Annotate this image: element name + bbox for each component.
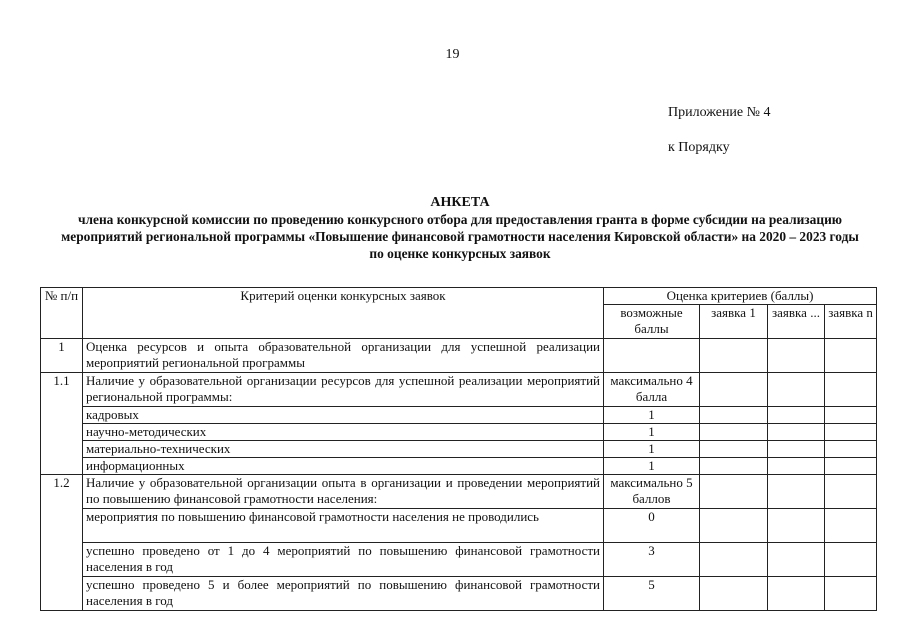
table-row bbox=[41, 339, 877, 373]
possible-points: 1 bbox=[604, 424, 700, 441]
page-number: 19 bbox=[445, 47, 460, 62]
application-dots-score[interactable] bbox=[768, 458, 825, 475]
title-subtitle: члена конкурсной комиссии по проведению конкурсного отбора для предоставления гранта в форме субсидии на реализацию мероприятий региональной программы «Повышение финансовой грамотности населения Кировской области» на 2020 – 2023 годы по оценке конкурсных заявок bbox=[61, 212, 859, 261]
application-1-score[interactable] bbox=[700, 339, 768, 373]
table-row bbox=[41, 424, 877, 441]
possible-points: 1 bbox=[604, 458, 700, 475]
application-n-score[interactable] bbox=[825, 509, 877, 543]
application-1-score[interactable] bbox=[700, 441, 768, 458]
application-1-score[interactable] bbox=[700, 458, 768, 475]
application-n-score[interactable] bbox=[825, 458, 877, 475]
appendix-reference: к Порядку bbox=[668, 140, 730, 155]
application-1-score[interactable] bbox=[700, 407, 768, 424]
application-1-score[interactable] bbox=[700, 577, 768, 611]
header-score-group: Оценка критериев (баллы) bbox=[604, 288, 877, 305]
application-1-score[interactable] bbox=[700, 543, 768, 577]
table-row bbox=[41, 475, 877, 509]
application-n-score[interactable] bbox=[825, 339, 877, 373]
criterion-text: научно-методических bbox=[83, 424, 604, 441]
criterion-text: кадровых bbox=[83, 407, 604, 424]
criterion-text: Наличие у образовательной организации ресурсов для успешной реализации мероприятий региональной программы: bbox=[83, 373, 604, 407]
possible-points: 1 bbox=[604, 441, 700, 458]
application-n-score[interactable] bbox=[825, 543, 877, 577]
header-application-n: заявка n bbox=[825, 305, 877, 339]
header-criterion: Критерий оценки конкурсных заявок bbox=[83, 288, 604, 339]
row-number: 1 bbox=[41, 339, 83, 373]
evaluation-table bbox=[40, 287, 877, 611]
table-row bbox=[41, 509, 877, 543]
application-dots-score[interactable] bbox=[768, 407, 825, 424]
table-row bbox=[41, 373, 877, 407]
document-title bbox=[60, 194, 860, 262]
table-row bbox=[41, 441, 877, 458]
possible-points bbox=[604, 339, 700, 373]
possible-points: 5 bbox=[604, 577, 700, 611]
criterion-text: успешно проведено 5 и более мероприятий по повышению финансовой грамотности населения в год bbox=[83, 577, 604, 611]
criterion-text: мероприятия по повышению финансовой грамотности населения не проводились bbox=[83, 509, 604, 543]
application-n-score[interactable] bbox=[825, 407, 877, 424]
possible-points: 0 bbox=[604, 509, 700, 543]
application-1-score[interactable] bbox=[700, 509, 768, 543]
application-n-score[interactable] bbox=[825, 373, 877, 407]
possible-points: максимально 5 баллов bbox=[604, 475, 700, 509]
header-number: № п/п bbox=[41, 288, 83, 339]
table-row bbox=[41, 577, 877, 611]
table-row bbox=[41, 543, 877, 577]
application-n-score[interactable] bbox=[825, 424, 877, 441]
criterion-text: Оценка ресурсов и опыта образовательной организации для успешной реализации мероприятий региональной программы bbox=[83, 339, 604, 373]
application-dots-score[interactable] bbox=[768, 543, 825, 577]
possible-points: максимально 4 балла bbox=[604, 373, 700, 407]
criterion-text: успешно проведено от 1 до 4 мероприятий по повышению финансовой грамотности населения в год bbox=[83, 543, 604, 577]
application-dots-score[interactable] bbox=[768, 424, 825, 441]
criterion-text: материально-технических bbox=[83, 441, 604, 458]
table-row bbox=[41, 458, 877, 475]
application-1-score[interactable] bbox=[700, 475, 768, 509]
application-dots-score[interactable] bbox=[768, 577, 825, 611]
application-n-score[interactable] bbox=[825, 577, 877, 611]
application-1-score[interactable] bbox=[700, 424, 768, 441]
table-row bbox=[41, 407, 877, 424]
row-number: 1.1 bbox=[41, 373, 83, 475]
application-1-score[interactable] bbox=[700, 373, 768, 407]
header-application-1: заявка 1 bbox=[700, 305, 768, 339]
application-dots-score[interactable] bbox=[768, 441, 825, 458]
header-possible-points: возможные баллы bbox=[604, 305, 700, 339]
application-dots-score[interactable] bbox=[768, 509, 825, 543]
possible-points: 1 bbox=[604, 407, 700, 424]
title-heading: АНКЕТА bbox=[430, 195, 490, 210]
criterion-text: информационных bbox=[83, 458, 604, 475]
application-dots-score[interactable] bbox=[768, 475, 825, 509]
application-n-score[interactable] bbox=[825, 441, 877, 458]
criterion-text: Наличие у образовательной организации опыта в организации и проведении мероприятий по повышению финансовой грамотности населения: bbox=[83, 475, 604, 509]
application-dots-score[interactable] bbox=[768, 373, 825, 407]
header-application-dots: заявка ... bbox=[768, 305, 825, 339]
application-dots-score[interactable] bbox=[768, 339, 825, 373]
row-number: 1.2 bbox=[41, 475, 83, 611]
application-n-score[interactable] bbox=[825, 475, 877, 509]
appendix-label: Приложение № 4 bbox=[668, 105, 771, 120]
possible-points: 3 bbox=[604, 543, 700, 577]
